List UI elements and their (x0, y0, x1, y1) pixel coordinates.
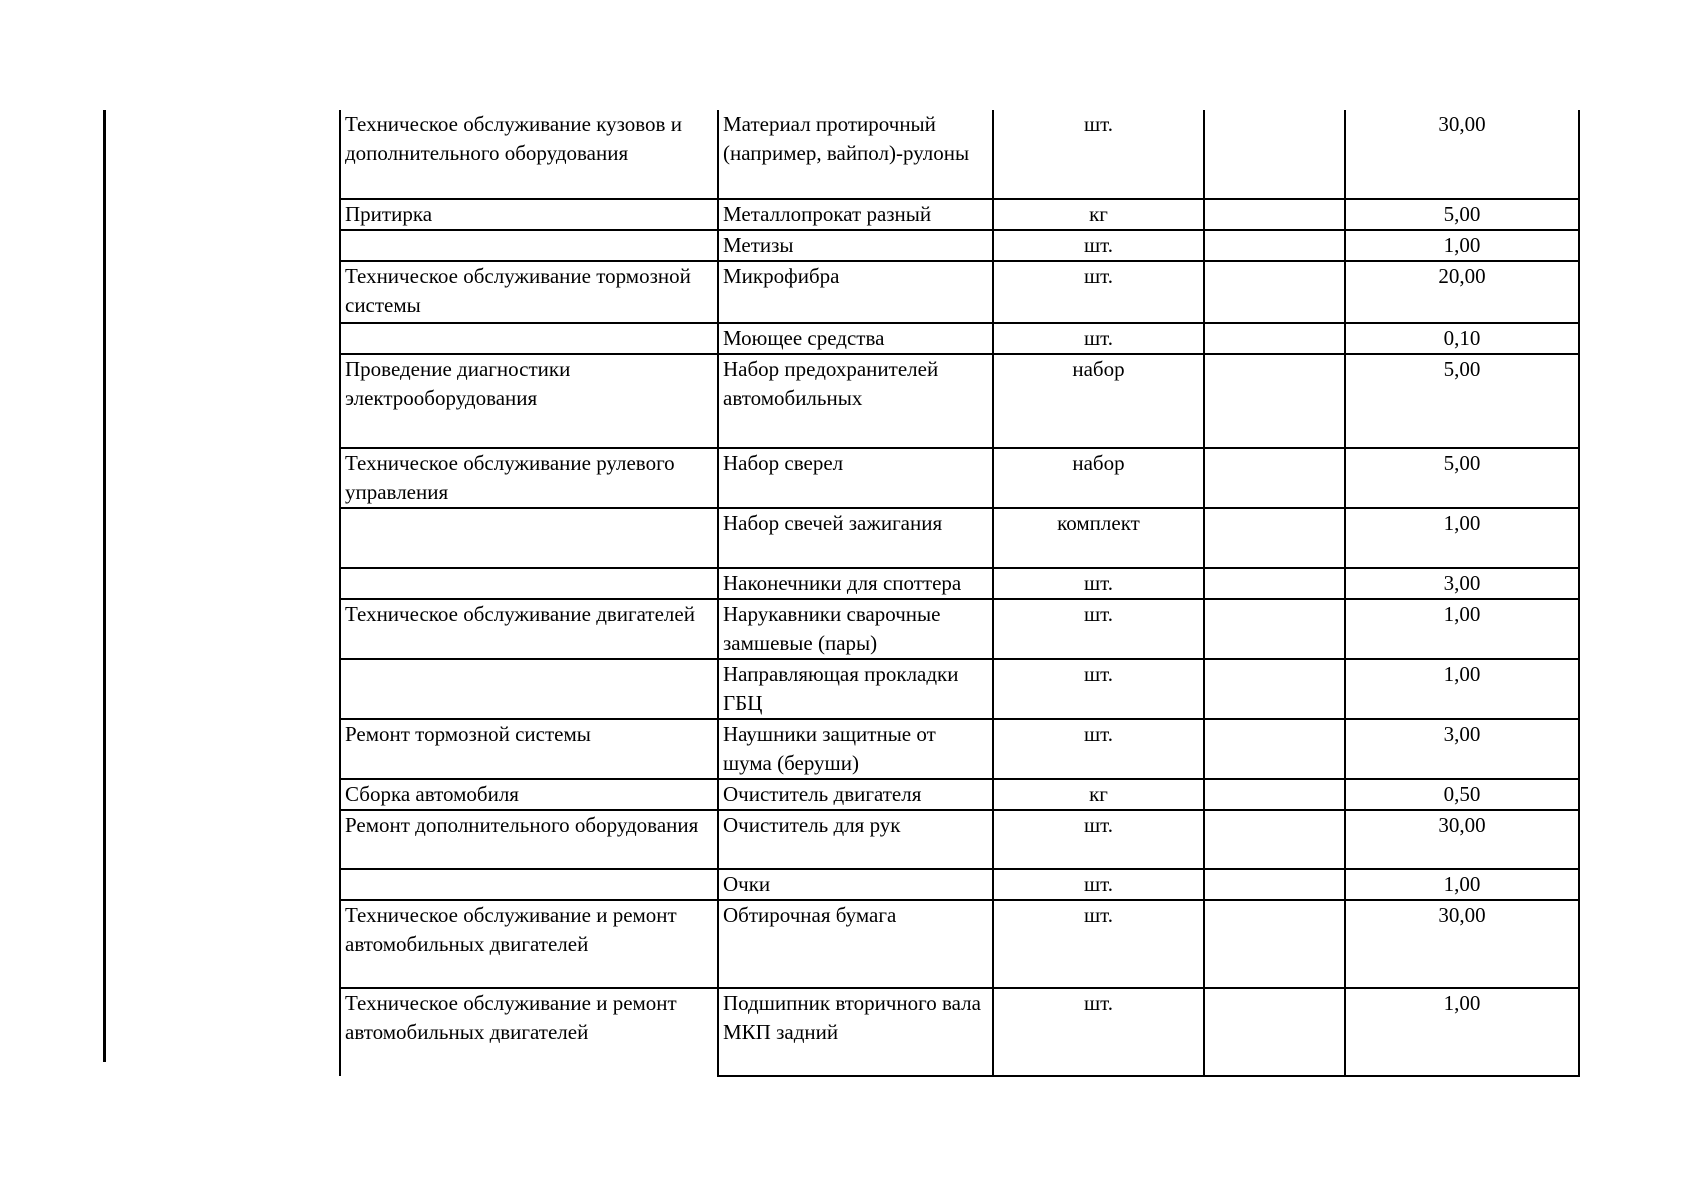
material-cell: Метизы (718, 230, 993, 261)
work-cell: Проведение диагностики электрооборудования (340, 354, 718, 448)
materials-table (339, 110, 1580, 1077)
empty-cell (1204, 900, 1345, 988)
material-cell: Набор сверел (718, 448, 993, 508)
work-cell: Техническое обслуживание и ремонт автомобильных двигателей (340, 988, 718, 1076)
quantity-cell: 20,00 (1345, 261, 1579, 323)
unit-cell: шт. (993, 110, 1204, 199)
table-row (340, 988, 1579, 1076)
empty-cell (1204, 719, 1345, 779)
work-cell (340, 659, 718, 719)
work-cell (340, 230, 718, 261)
empty-cell (1204, 323, 1345, 354)
quantity-cell: 1,00 (1345, 988, 1579, 1076)
quantity-cell: 30,00 (1345, 110, 1579, 199)
table-row (340, 230, 1579, 261)
quantity-cell: 0,50 (1345, 779, 1579, 810)
quantity-cell: 1,00 (1345, 659, 1579, 719)
table-row (340, 323, 1579, 354)
material-cell: Обтирочная бумага (718, 900, 993, 988)
table-row (340, 508, 1579, 568)
empty-cell (1204, 810, 1345, 869)
table-row (340, 199, 1579, 230)
work-cell (340, 508, 718, 568)
empty-cell (1204, 988, 1345, 1076)
work-cell: Сборка автомобиля (340, 779, 718, 810)
table-row (340, 568, 1579, 599)
material-cell: Металлопрокат разный (718, 199, 993, 230)
material-cell: Направляющая прокладки ГБЦ (718, 659, 993, 719)
work-cell: Притирка (340, 199, 718, 230)
empty-cell (1204, 230, 1345, 261)
table-row (340, 110, 1579, 199)
unit-cell: шт. (993, 719, 1204, 779)
empty-cell (1204, 354, 1345, 448)
quantity-cell: 30,00 (1345, 900, 1579, 988)
empty-cell (1204, 869, 1345, 900)
material-cell: Микрофибра (718, 261, 993, 323)
table-row (340, 659, 1579, 719)
unit-cell: шт. (993, 230, 1204, 261)
table-row (340, 261, 1579, 323)
unit-cell: кг (993, 199, 1204, 230)
empty-cell (1204, 659, 1345, 719)
work-cell: Ремонт дополнительного оборудования (340, 810, 718, 869)
work-cell (340, 568, 718, 599)
quantity-cell: 3,00 (1345, 719, 1579, 779)
unit-cell: набор (993, 448, 1204, 508)
work-cell: Техническое обслуживание тормозной системы (340, 261, 718, 323)
unit-cell: шт. (993, 659, 1204, 719)
empty-cell (1204, 448, 1345, 508)
table-row (340, 719, 1579, 779)
unit-cell: шт. (993, 869, 1204, 900)
quantity-cell: 0,10 (1345, 323, 1579, 354)
quantity-cell: 5,00 (1345, 448, 1579, 508)
material-cell: Очки (718, 869, 993, 900)
work-cell (340, 869, 718, 900)
unit-cell: шт. (993, 900, 1204, 988)
empty-cell (1204, 261, 1345, 323)
table-row (340, 779, 1579, 810)
unit-cell: шт. (993, 261, 1204, 323)
material-cell: Материал протирочный (например, вайпол)-рулоны (718, 110, 993, 199)
work-cell (340, 323, 718, 354)
table-row (340, 448, 1579, 508)
quantity-cell: 5,00 (1345, 354, 1579, 448)
quantity-cell: 3,00 (1345, 568, 1579, 599)
unit-cell: кг (993, 779, 1204, 810)
material-cell: Очиститель для рук (718, 810, 993, 869)
table-row (340, 810, 1579, 869)
material-cell: Очиститель двигателя (718, 779, 993, 810)
material-cell: Подшипник вторичного вала МКП задний (718, 988, 993, 1076)
unit-cell: шт. (993, 599, 1204, 659)
unit-cell: набор (993, 354, 1204, 448)
material-cell: Наушники защитные от шума (беруши) (718, 719, 993, 779)
table-row (340, 869, 1579, 900)
unit-cell: шт. (993, 323, 1204, 354)
material-cell: Набор свечей зажигания (718, 508, 993, 568)
table-row (340, 354, 1579, 448)
quantity-cell: 5,00 (1345, 199, 1579, 230)
empty-cell (1204, 110, 1345, 199)
empty-cell (1204, 199, 1345, 230)
material-cell: Набор предохранителей автомобильных (718, 354, 993, 448)
quantity-cell: 1,00 (1345, 230, 1579, 261)
quantity-cell: 1,00 (1345, 869, 1579, 900)
quantity-cell: 1,00 (1345, 599, 1579, 659)
work-cell: Техническое обслуживание рулевого управления (340, 448, 718, 508)
quantity-cell: 30,00 (1345, 810, 1579, 869)
empty-cell (1204, 508, 1345, 568)
work-cell: Техническое обслуживание двигателей (340, 599, 718, 659)
table-row (340, 900, 1579, 988)
material-cell: Нарукавники сварочные замшевые (пары) (718, 599, 993, 659)
unit-cell: шт. (993, 810, 1204, 869)
unit-cell: шт. (993, 568, 1204, 599)
work-cell: Техническое обслуживание и ремонт автомобильных двигателей (340, 900, 718, 988)
quantity-cell: 1,00 (1345, 508, 1579, 568)
work-cell: Техническое обслуживание кузовов и дополнительного оборудования (340, 110, 718, 199)
empty-cell (1204, 568, 1345, 599)
work-cell: Ремонт тормозной системы (340, 719, 718, 779)
material-cell: Моющее средства (718, 323, 993, 354)
unit-cell: комплект (993, 508, 1204, 568)
unit-cell: шт. (993, 988, 1204, 1076)
empty-cell (1204, 599, 1345, 659)
empty-cell (1204, 779, 1345, 810)
left-vertical-rule (103, 110, 106, 1062)
table-row (340, 599, 1579, 659)
material-cell: Наконечники для споттера (718, 568, 993, 599)
